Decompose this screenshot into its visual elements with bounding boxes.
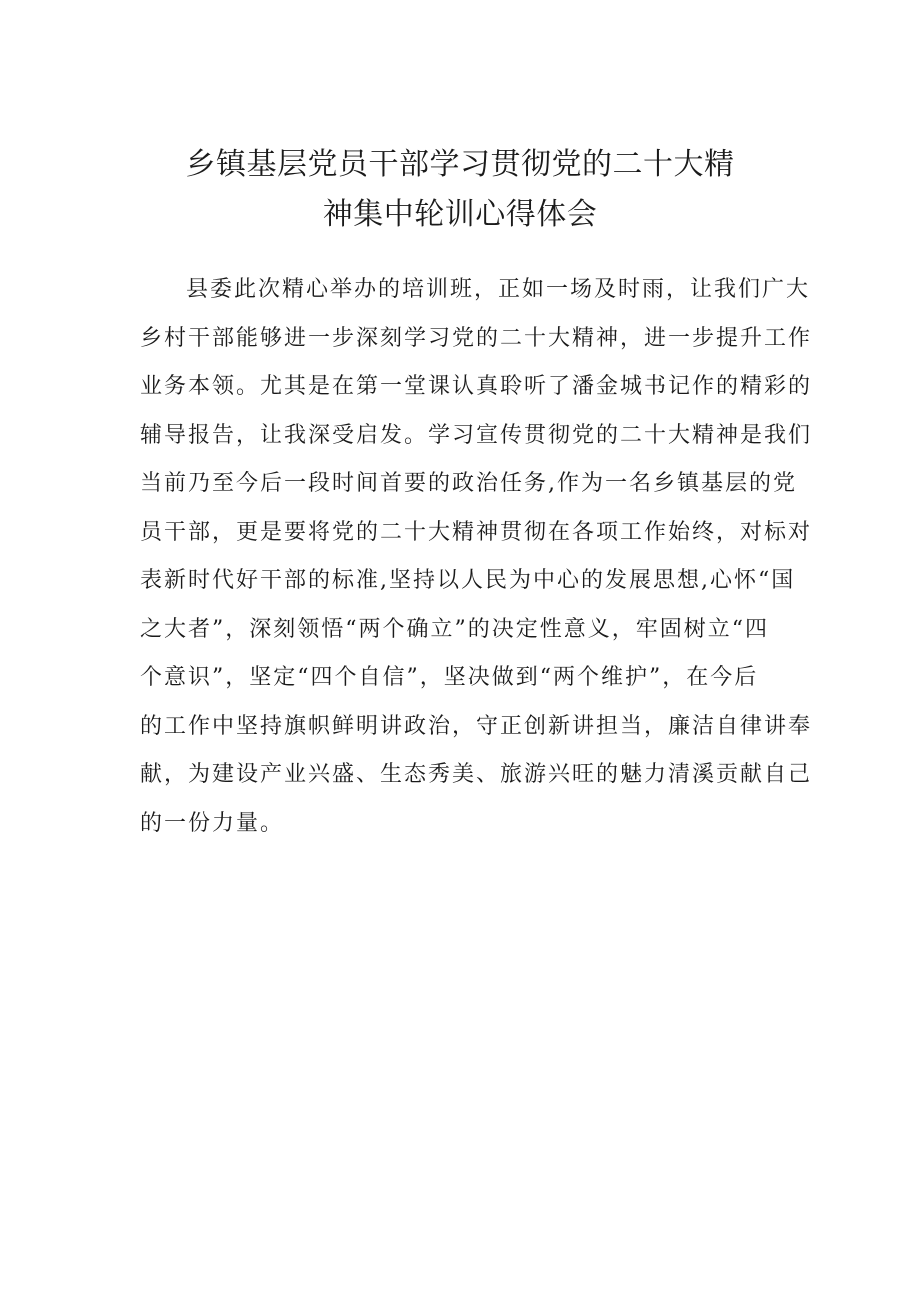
body-line: 之大者”，深刻领悟“两个确立”的决定性意义，牢固树立“四: [140, 616, 769, 642]
title-line-1: 乡镇基层党员干部学习贯彻党的二十大精: [185, 147, 735, 182]
body-line: 县委此次精心举办的培训班，正如一场及时雨，让我们广大: [186, 277, 811, 302]
document-body-paragraph: [140, 266, 813, 848]
body-line: 辅导报告，让我深受启发。学习宣传贯彻党的二十大精神是我们: [140, 422, 813, 448]
body-line: 乡村干部能够进一步深刻学习党的二十大精神，进一步提升工作: [140, 325, 813, 351]
document-title: [140, 140, 780, 240]
title-line-2: 神集中轮训心得体会: [322, 197, 598, 232]
body-line: 员干部，更是要将党的二十大精神贯彻在各项工作始终，对标对: [140, 519, 813, 545]
body-line: 表新时代好干部的标准,坚持以人民为中心的发展思想,心怀“国: [140, 568, 796, 593]
body-line: 当前乃至今后一段时间首要的政治任务,作为一名乡镇基层的党: [140, 471, 797, 496]
body-line: 献，为建设产业兴盛、生态秀美、旅游兴旺的魅力清溪贡献自己: [140, 762, 813, 787]
body-line: 个意识”，坚定“四个自信”，坚决做到“两个维护”，在今后: [140, 665, 759, 690]
body-line: 业务本领。尤其是在第一堂课认真聆听了潘金城书记作的精彩的: [140, 374, 813, 399]
body-line: 的工作中坚持旗帜鲜明讲政治，守正创新讲担当，廉洁自律讲奉: [140, 713, 813, 739]
body-line: 的一份力量。: [140, 810, 285, 836]
